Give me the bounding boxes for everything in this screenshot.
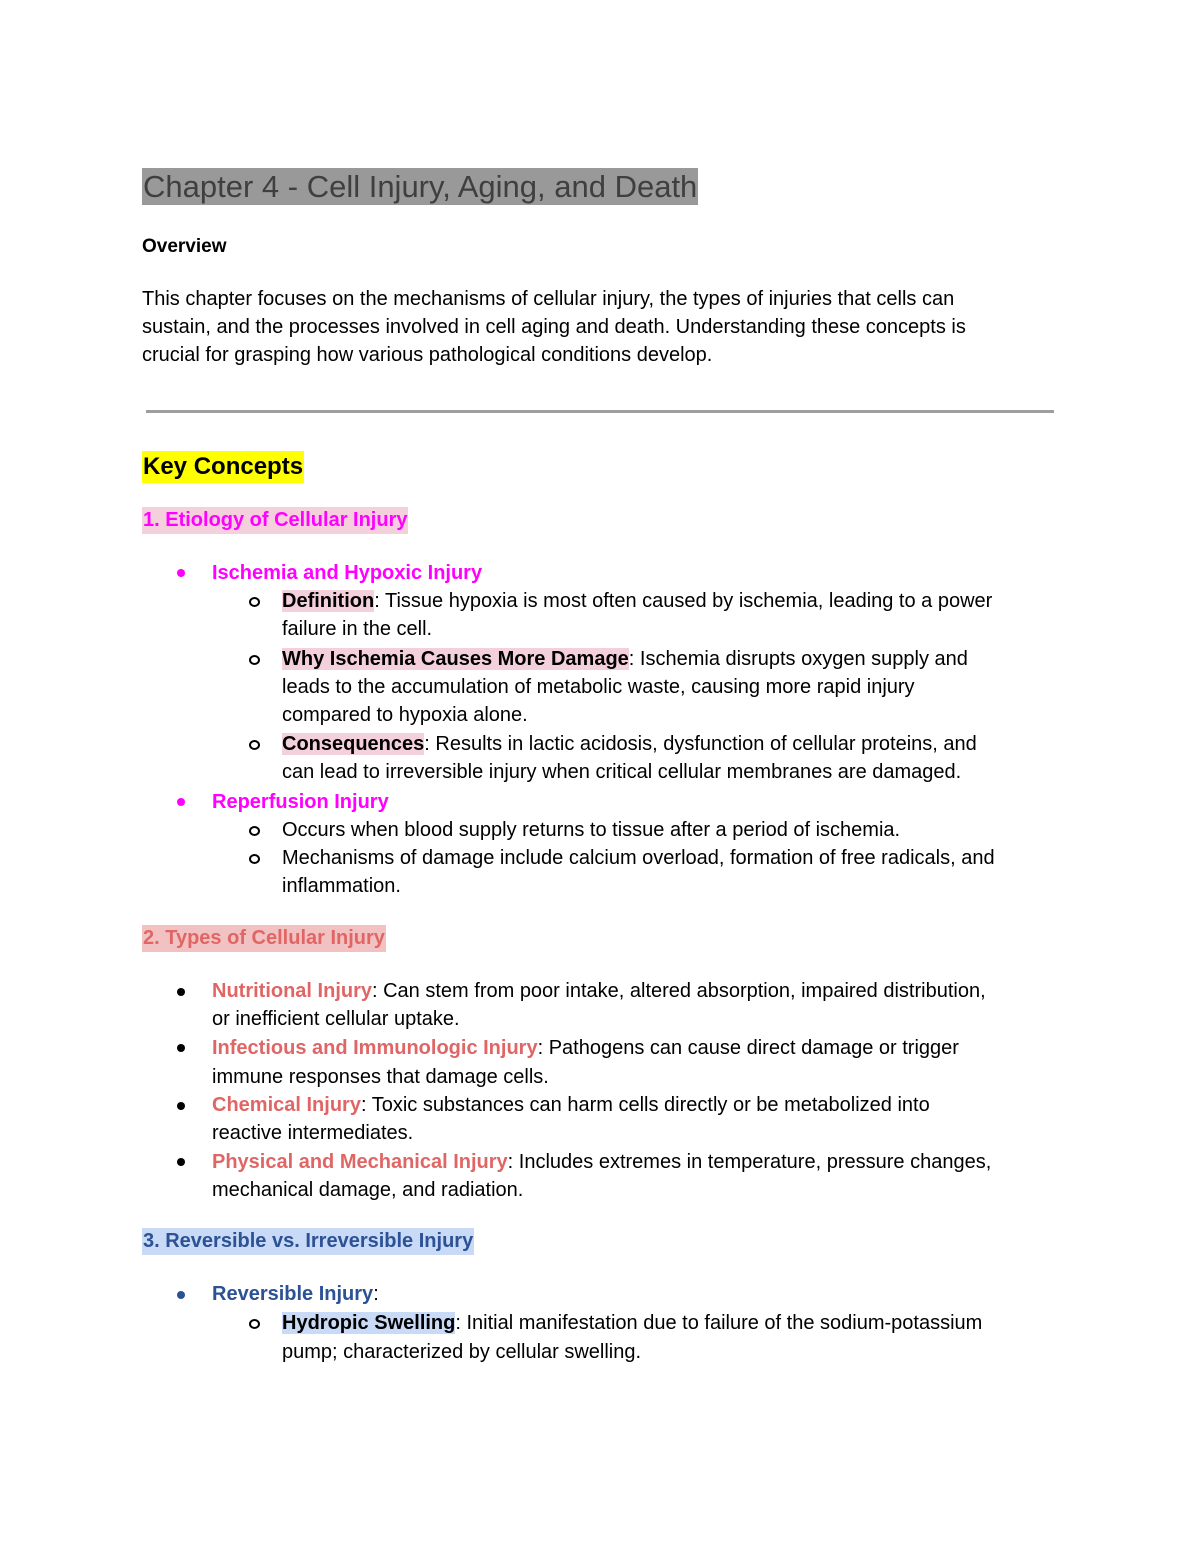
nutritional-item: [212, 977, 986, 1005]
definition-term: Definition: [282, 590, 375, 612]
overview-paragraph-line: sustain, and the processes involved in cell aging and death. Understanding these concepts is: [142, 316, 966, 338]
bullet-dot-icon: [177, 1102, 185, 1110]
reperfusion-item: Mechanisms of damage include calcium overload, formation of free radicals, and: [282, 847, 995, 869]
bullet-dot-icon: [177, 1044, 185, 1052]
why-ischemia-text-continued: compared to hypoxia alone.: [282, 704, 528, 726]
page-title: Chapter 4 - Cell Injury, Aging, and Death: [143, 169, 698, 204]
nutritional-text: : Can stem from poor intake, altered absorption, impaired distribution,: [372, 980, 986, 1002]
reperfusion-heading: Reperfusion Injury: [212, 791, 389, 813]
chemical-text-continued: reactive intermediates.: [212, 1122, 414, 1144]
ischemia-heading: Ischemia and Hypoxic Injury: [212, 562, 483, 584]
bullet-dot-icon: [177, 1158, 185, 1166]
physical-item: [212, 1148, 991, 1176]
why-ischemia-item: [282, 645, 968, 673]
overview-paragraph-line: This chapter focuses on the mechanisms of cellular injury, the types of injuries that cells can: [142, 288, 955, 310]
bullet-circle-icon: [249, 740, 260, 750]
why-ischemia-term: Why Ischemia Causes More Damage: [282, 648, 629, 670]
chemical-item: [212, 1091, 930, 1119]
why-ischemia-text-continued: leads to the accumulation of metabolic waste, causing more rapid injury: [282, 676, 915, 698]
bullet-circle-icon: [249, 826, 260, 836]
consequences-term: Consequences: [282, 733, 425, 755]
overview-paragraph-line: crucial for grasping how various pathological conditions develop.: [142, 344, 713, 366]
physical-text-continued: mechanical damage, and radiation.: [212, 1179, 524, 1201]
reversible-heading: [212, 1280, 379, 1308]
hydropic-text-continued: pump; characterized by cellular swelling.: [282, 1341, 642, 1363]
consequences-item: [282, 730, 977, 758]
nutritional-text-continued: or inefficient cellular uptake.: [212, 1008, 460, 1030]
bullet-circle-icon: [249, 854, 260, 864]
why-ischemia-text: : Ischemia disrupts oxygen supply and: [628, 648, 968, 670]
reversible-term: Reversible Injury: [212, 1283, 374, 1305]
bullet-dot-icon: [177, 798, 185, 806]
bullet-dot-icon: [177, 1291, 185, 1299]
reversible-colon: :: [373, 1283, 379, 1305]
chemical-text: : Toxic substances can harm cells directly or be metabolized into: [360, 1094, 930, 1116]
hydropic-term: Hydropic Swelling: [282, 1312, 456, 1334]
bullet-dot-icon: [177, 988, 185, 996]
infectious-item: [212, 1034, 959, 1062]
chemical-term: Chemical Injury: [212, 1094, 361, 1116]
section-1-heading: 1. Etiology of Cellular Injury: [142, 507, 408, 534]
section-2-heading: 2. Types of Cellular Injury: [142, 925, 386, 952]
consequences-text: : Results in lactic acidosis, dysfunction of cellular proteins, and: [424, 733, 977, 755]
hydropic-item: [282, 1309, 982, 1337]
overview-heading: Overview: [142, 236, 227, 257]
infectious-text-continued: immune responses that damage cells.: [212, 1066, 549, 1088]
bullet-circle-icon: [249, 655, 260, 665]
definition-item: [282, 587, 992, 615]
physical-term: Physical and Mechanical Injury: [212, 1151, 508, 1173]
infectious-term: Infectious and Immunologic Injury: [212, 1037, 538, 1059]
hydropic-text: : Initial manifestation due to failure of the sodium-potassium: [455, 1312, 983, 1334]
reperfusion-item: Occurs when blood supply returns to tissue after a period of ischemia.: [282, 819, 901, 841]
definition-text-continued: failure in the cell.: [282, 618, 433, 640]
consequences-text-continued: can lead to irreversible injury when critical cellular membranes are damaged.: [282, 761, 962, 783]
key-concepts-heading: Key Concepts: [142, 451, 304, 483]
physical-text: : Includes extremes in temperature, pressure changes,: [507, 1151, 992, 1173]
nutritional-term: Nutritional Injury: [212, 980, 372, 1002]
definition-text: : Tissue hypoxia is most often caused by ischemia, leading to a power: [374, 590, 993, 612]
infectious-text: : Pathogens can cause direct damage or trigger: [537, 1037, 959, 1059]
bullet-circle-icon: [249, 597, 260, 607]
horizontal-divider: [146, 410, 1054, 413]
reperfusion-item-continued: inflammation.: [282, 875, 401, 897]
bullet-circle-icon: [249, 1319, 260, 1329]
section-3-heading: 3. Reversible vs. Irreversible Injury: [142, 1228, 474, 1255]
bullet-dot-icon: [177, 569, 185, 577]
